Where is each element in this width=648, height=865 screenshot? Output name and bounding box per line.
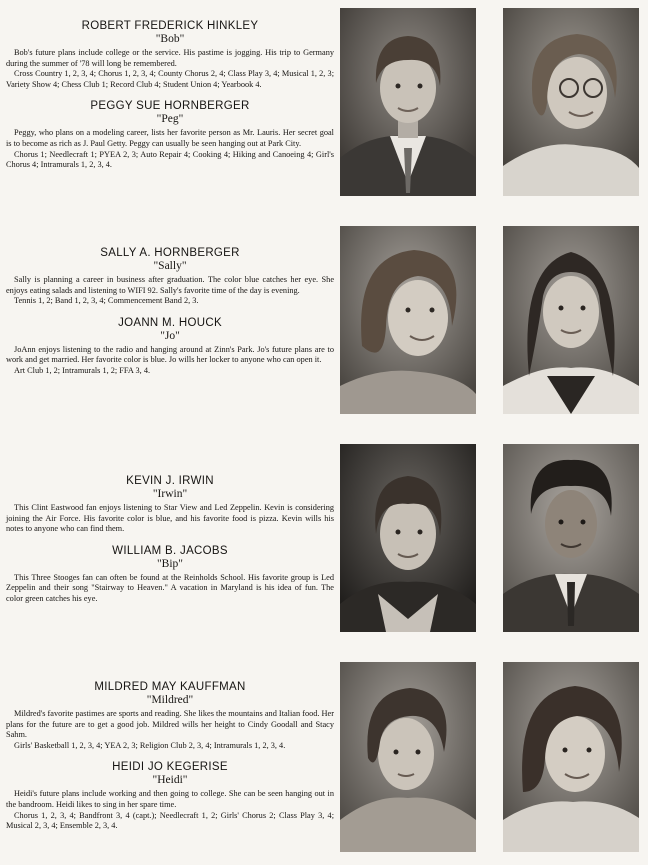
portrait-photo <box>503 226 639 414</box>
senior-name: ROBERT FREDERICK HINKLEY <box>81 20 259 32</box>
senior-activities: Cross Country 1, 2, 3, 4; Chorus 1, 2, 3, 4; County Chorus 2, 4; Class Play 3, 4; Musical 1, 2, 3; Variety Show 4; Chess Club 1; Record Club 4; Student Union 4; Yearbook 4. <box>6 69 334 89</box>
senior-bio: Heidi's future plans include working and then going to college. She can be seen hanging out in the bandroom. Heidi likes to sing in her spare time. <box>6 789 334 809</box>
portrait-photo <box>503 8 639 196</box>
portrait-image <box>503 8 639 196</box>
senior-entry <box>6 761 334 831</box>
senior-activities: Chorus 1, 2, 3, 4; Bandfront 3, 4 (capt.); Needlecraft 1, 2; Girls' Chorus 2; Class Play 3, 4; Musical 2, 3, 4; Ensemble 2, 3, 4. <box>6 810 334 831</box>
senior-nickname: "Jo" <box>160 329 180 342</box>
senior-entry <box>6 100 334 170</box>
senior-nickname: "Heidi" <box>152 774 188 787</box>
senior-name: JOANN M. HOUCK <box>118 316 222 329</box>
portrait-image <box>340 662 476 852</box>
senior-activities: Girls' Basketball 1, 2, 3, 4; YEA 2, 3; Religion Club 2, 3, 4; Intramurals 1, 2, 3, 4. <box>14 740 286 750</box>
senior-bio: This Three Stooges fan can often be found at the Reinholds School. His favorite group is Led Zeppelin and their song "Stairway to Heaven." A vacation in Maryland is his idea of fun. The color green catches his eye. <box>6 572 334 603</box>
senior-name: HEIDI JO KEGERISE <box>112 761 228 774</box>
senior-entry <box>6 545 334 605</box>
senior-bio: Sally is planning a career in business after graduation. The color blue catches her eye. She enjoys eating salads and listening to WIFI 92. Sally's favorite time of the day is evening. <box>6 275 334 295</box>
portrait-photo <box>340 662 476 852</box>
senior-name: MILDRED MAY KAUFFMAN <box>94 681 246 693</box>
portrait-photo <box>503 444 639 632</box>
senior-bio: This Clint Eastwood fan enjoys listening to Star View and Led Zeppelin. Kevin is considering joining the Air Force. His favorite color is blue, and his favorite food is pizza. Kevin wills his notes to anyone who can find them. <box>6 503 334 534</box>
portrait-photo <box>340 444 476 632</box>
senior-nickname: "Irwin" <box>152 488 188 500</box>
senior-bio: Mildred's favorite pastimes are sports and reading. She likes the mountains and Italian food. Her plans for the future are to get a good job. Mildred wills her height to Cindy Goodall and Stacy Sahm. <box>6 709 334 740</box>
portrait-photo <box>340 226 476 414</box>
senior-bio: Bob's future plans include college or the service. His pastime is jogging. His trip to Germany during the summer of '78 will long be remembered. <box>6 48 334 68</box>
senior-entry <box>6 317 334 377</box>
senior-nickname: "Mildred" <box>146 694 194 706</box>
portrait-image <box>503 444 639 632</box>
senior-nickname: "Sally" <box>153 260 187 272</box>
portrait-image <box>503 226 639 414</box>
senior-nickname: "Peg" <box>156 113 184 126</box>
senior-bio: Peggy, who plans on a modeling career, lists her favorite person as Mr. Lauris. Her secret goal is to become as rich as J. Paul Getty. Peggy can usually be seen hanging out at Park City. <box>6 128 334 148</box>
senior-nickname: "Bob" <box>155 33 185 45</box>
portrait-image <box>340 444 476 632</box>
senior-bio: JoAnn enjoys listening to the radio and hanging around at Zinn's Park. Jo's future plans are to work and get married. Her favorite color is blue. Jo wills her locker to anyone who can open it. <box>6 344 334 365</box>
bio-column <box>6 20 334 181</box>
senior-activities: Tennis 1, 2; Band 1, 2, 3, 4; Commencement Band 2, 3. <box>14 296 199 306</box>
senior-name: KEVIN J. IRWIN <box>126 475 214 487</box>
senior-name: SALLY A. HORNBERGER <box>100 247 240 259</box>
portrait-image <box>503 662 639 852</box>
senior-activities: Art Club 1, 2; Intramurals 1, 2; FFA 3, 4. <box>14 365 151 375</box>
portrait-image <box>340 8 476 196</box>
senior-entry <box>6 247 334 307</box>
senior-entry <box>6 20 334 90</box>
portrait-photo <box>340 8 476 196</box>
bio-column <box>6 475 334 615</box>
senior-activities: Chorus 1; Needlecraft 1; PYEA 2, 3; Auto Repair 4; Cooking 4; Hiking and Canoeing 4; Girl's Chorus 4; Intramurals 1, 2, 3, 4. <box>6 149 334 170</box>
senior-name: PEGGY SUE HORNBERGER <box>90 100 250 113</box>
portrait-image <box>340 226 476 414</box>
senior-nickname: "Bip" <box>156 557 183 570</box>
senior-entry <box>6 475 334 535</box>
bio-column <box>6 247 334 387</box>
senior-name: WILLIAM B. JACOBS <box>112 544 228 557</box>
portrait-photo <box>503 662 639 852</box>
senior-entry <box>6 681 334 751</box>
bio-column <box>6 681 334 842</box>
